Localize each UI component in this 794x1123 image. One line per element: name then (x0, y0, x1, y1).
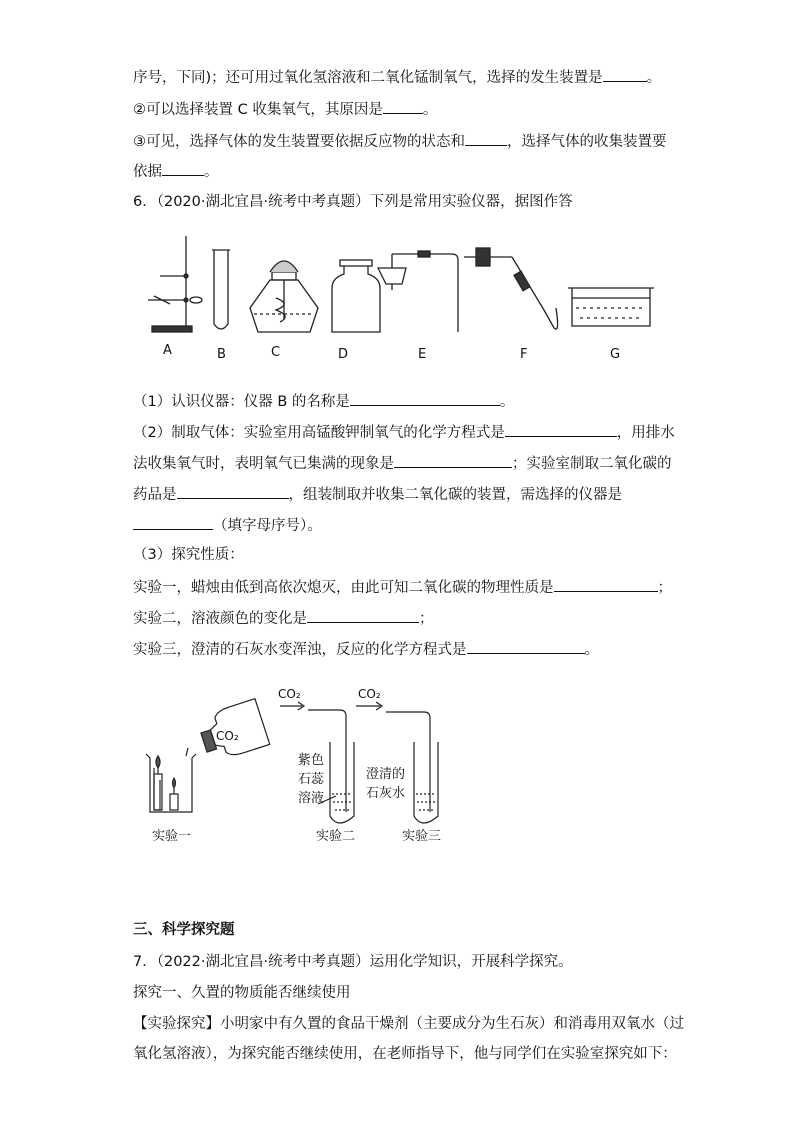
iron-stand-icon (148, 236, 202, 332)
text: 实验二，溶液颜色的变化是 (133, 611, 307, 627)
part-5 (133, 514, 322, 536)
answer-blank[interactable] (505, 421, 617, 437)
text: ；实验室制取二氧化碳的 (512, 456, 672, 472)
text: ，选择气体的收集装置要 (507, 134, 667, 150)
text: ②可以选择装置 C 收集氧气，其原因是 (133, 102, 383, 118)
tube3-label-line1: 澄清的 (366, 767, 406, 782)
text: 探究一、久置的物质能否继续使用 (133, 985, 351, 1001)
test-tube-icon (212, 250, 230, 329)
experiment-3-text (133, 638, 599, 660)
text: 7．（2022·湖北宜昌·统考中考真题）运用化学知识，开展科学探究。 (133, 954, 573, 970)
answer-blank[interactable] (603, 66, 647, 82)
tube3-label-line2: 石灰水 (366, 786, 406, 801)
question-7-title (133, 952, 573, 972)
text-line-1 (133, 66, 661, 88)
text: 氧化氢溶液），为探究能否继续使用，在老师指导下，他与同学们在实验室探究如下： (133, 1046, 677, 1062)
text: （2）制取气体：实验室用高锰酸钾制氧气的化学方程式是 (133, 425, 505, 441)
text-line-t2 (133, 1014, 684, 1034)
text: 药品是 (133, 487, 177, 503)
experiment-figure (140, 684, 480, 848)
text: 。 (204, 164, 219, 180)
gas-bottle-icon (332, 260, 380, 332)
co2-arrow-icon (280, 702, 304, 710)
label-g: G (610, 347, 621, 362)
answer-blank[interactable] (177, 483, 289, 499)
text: ； (419, 611, 434, 627)
text: 。 (646, 70, 662, 86)
text: （1）认识仪器：仪器 B 的名称是 (133, 394, 350, 410)
text: ，用排水 (616, 425, 675, 441)
answer-blank[interactable] (133, 514, 213, 530)
text-line-t3 (133, 1044, 677, 1064)
text: （3）探究性质： (133, 547, 244, 563)
answer-blank[interactable] (394, 452, 512, 468)
label-a: A (163, 343, 172, 358)
co2-label-3: CO₂ (358, 687, 381, 701)
tube2-label-line2: 石蕊 (298, 772, 325, 787)
answer-blank[interactable] (554, 576, 658, 592)
label-d: D (338, 347, 349, 362)
text: 法收集氧气时，表明氧气已集满的现象是 (133, 456, 394, 472)
question-6-title (133, 192, 573, 212)
caption-experiment-3: 实验三 (402, 829, 442, 844)
caption-experiment-2: 实验二 (316, 829, 356, 844)
text: （填字母序号）。 (213, 518, 322, 534)
part-3 (133, 452, 672, 474)
text: 。 (584, 642, 599, 658)
apparatus-figure (140, 228, 660, 368)
experiment-1-text (133, 576, 672, 598)
label-f: F (520, 347, 528, 362)
answer-blank[interactable] (465, 130, 507, 146)
text-line-3 (133, 130, 667, 152)
part-1 (133, 390, 514, 412)
part-4 (133, 483, 622, 505)
tube2-label-line3: 溶液 (298, 791, 325, 806)
part-6 (133, 545, 244, 565)
water-trough-icon (568, 288, 654, 326)
co2-bottle-label: CO₂ (216, 729, 239, 743)
text: 实验三，澄清的石灰水变浑浊，反应的化学方程式是 (133, 642, 467, 658)
text-line-4 (133, 160, 219, 182)
text: 序号，下同)；还可用过氧化氢溶液和二氧化锰制氧气，选择的发生装置是 (133, 70, 603, 86)
section-title (133, 920, 235, 940)
beaker-icon (146, 754, 196, 812)
text: 三、科学探究题 (133, 922, 235, 938)
answer-blank[interactable] (307, 607, 419, 623)
co2-arrow-icon-2 (356, 702, 382, 710)
text: 6．（2020·湖北宜昌·统考中考真题）下列是常用实验仪器，据图作答 (133, 194, 573, 210)
text: ③可见，选择气体的发生装置要依据反应物的状态和 (133, 134, 465, 150)
text: 依据 (133, 164, 162, 180)
experiment-2-text (133, 607, 434, 629)
co2-label-2: CO₂ (278, 687, 301, 701)
text: ，组装制取并收集二氧化碳的装置，需选择的仪器是 (288, 487, 622, 503)
text-line-2 (133, 98, 437, 120)
answer-blank[interactable] (350, 390, 500, 406)
text: 。 (422, 102, 438, 118)
caption-experiment-1: 实验一 (152, 829, 192, 844)
tube2-label-line1: 紫色 (298, 753, 325, 768)
stopper-bent-tube-icon (464, 248, 558, 329)
answer-blank[interactable] (383, 98, 423, 114)
label-b: B (217, 347, 226, 362)
text-line-t1 (133, 983, 351, 1003)
part-2 (133, 421, 675, 443)
text: 实验一，蜡烛由低到高依次熄灭，由此可知二氧化碳的物理性质是 (133, 580, 554, 596)
answer-blank[interactable] (467, 638, 585, 654)
text: 【实验探究】小明家中有久置的食品干燥剂（主要成分为生石灰）和消毒用双氧水（过 (133, 1016, 684, 1032)
bent-tube-stopper-icon (378, 251, 458, 332)
text: ； (657, 580, 672, 596)
alcohol-lamp-icon (250, 261, 318, 332)
text: 。 (499, 394, 515, 410)
answer-blank[interactable] (162, 160, 204, 176)
label-c: C (271, 345, 281, 360)
label-e: E (418, 347, 427, 362)
